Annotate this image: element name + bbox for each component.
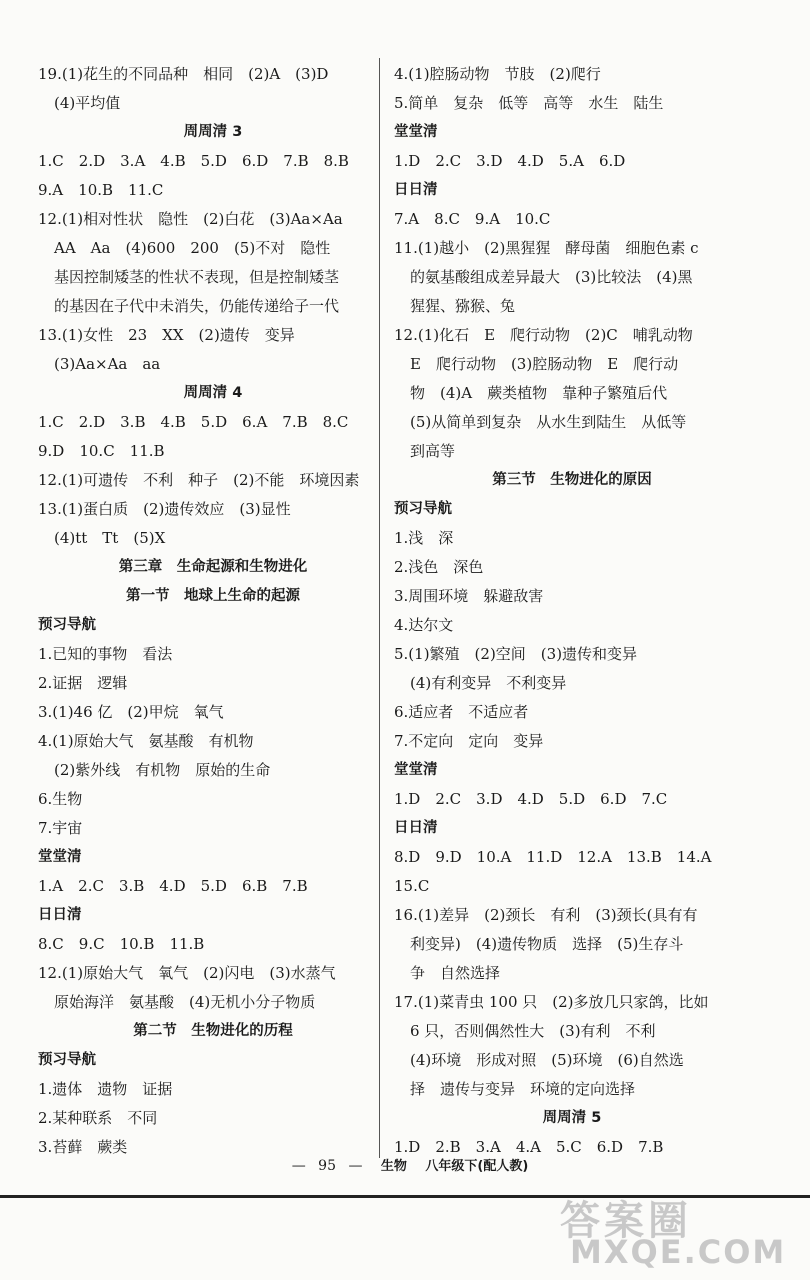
right-line: 16.(1)差异 (2)颈长 有利 (3)颈长(具有有 [394, 906, 698, 924]
right-line: 1.D 2.C 3.D 4.D 5.D 6.D 7.C [394, 790, 668, 808]
footer-dash-right: — [348, 1158, 363, 1174]
right-line: (5)从简单到复杂 从水生到陆生 从低等 [410, 413, 687, 431]
right-line: 4.(1)腔肠动物 节肢 (2)爬行 [394, 65, 601, 83]
watermark [560, 1185, 810, 1280]
left-line: (4)平均值 [54, 94, 121, 112]
right-subheading: 堂堂清 [394, 124, 438, 140]
watermark-logo: 答案圈 [560, 1198, 692, 1244]
right-line: (4)环境 形成对照 (5)环境 (6)自然选 [410, 1051, 684, 1069]
left-line: 4.(1)原始大气 氨基酸 有机物 [38, 732, 254, 750]
right-line: 2.浅色 深色 [394, 558, 484, 576]
right-line: 3.周围环境 躲避敌害 [394, 587, 544, 605]
right-subheading: 日日清 [394, 182, 438, 198]
left-line: 原始海洋 氨基酸 (4)无机小分子物质 [54, 993, 316, 1011]
footer-dash-left: — [291, 1158, 306, 1174]
page-number: 95 [318, 1158, 336, 1174]
left-line: 1.A 2.C 3.B 4.D 5.D 6.B 7.B [38, 877, 308, 895]
left-line: 6.生物 [38, 790, 83, 808]
left-line: 12.(1)原始大气 氧气 (2)闪电 (3)水蒸气 [38, 964, 336, 982]
left-line: AA Aa (4)600 200 (5)不对 隐性 [54, 239, 331, 257]
right-section-title: 周周清 5 [542, 1110, 602, 1126]
left-line: 13.(1)蛋白质 (2)遗传效应 (3)显性 [38, 500, 291, 518]
right-line: 利变异) (4)遗传物质 选择 (5)生存斗 [410, 935, 684, 953]
left-line: 12.(1)可遗传 不利 种子 (2)不能 环境因素 [38, 471, 360, 489]
left-line: (4)tt Tt (5)X [54, 529, 166, 547]
left-line: 19.(1)花生的不同品种 相同 (2)A (3)D [38, 65, 329, 83]
right-line: 猩猩、猕猴、兔 [410, 297, 516, 315]
footer-grade: 八年级下(配人教) [425, 1159, 529, 1174]
right-line: 12.(1)化石 E 爬行动物 (2)C 哺乳动物 [394, 326, 693, 344]
left-section-title: 第二节 生物进化的历程 [133, 1023, 293, 1039]
right-subheading: 堂堂清 [394, 762, 438, 778]
right-line: 17.(1)菜青虫 100 只 (2)多放几只家鸽，比如 [394, 993, 709, 1011]
left-subheading: 堂堂清 [38, 849, 82, 865]
left-line: 9.D 10.C 11.B [38, 442, 165, 460]
right-line: 5.(1)繁殖 (2)空间 (3)遗传和变异 [394, 645, 638, 663]
right-line: 1.D 2.C 3.D 4.D 5.A 6.D [394, 152, 626, 170]
right-line: 择 遗传与变异 环境的定向选择 [410, 1080, 636, 1098]
right-line: 7.不定向 定向 变异 [394, 732, 544, 750]
left-line: 2.证据 逻辑 [38, 674, 128, 692]
left-line: 7.宇宙 [38, 819, 83, 837]
left-subheading: 预习导航 [38, 617, 96, 633]
right-subheading: 预习导航 [394, 501, 452, 517]
left-section-title: 周周清 4 [183, 385, 243, 401]
right-line: E 爬行动物 (3)腔肠动物 E 爬行动 [410, 355, 679, 373]
left-line: 3.(1)46 亿 (2)甲烷 氧气 [38, 703, 224, 721]
right-column [394, 60, 750, 1162]
right-subheading: 日日清 [394, 820, 438, 836]
right-line: (4)有利变异 不利变异 [410, 674, 567, 692]
right-line: 7.A 8.C 9.A 10.C [394, 210, 551, 228]
right-line: 1.浅 深 [394, 529, 454, 547]
footer-subject: 生物 [380, 1159, 407, 1174]
right-line: 争 自然选择 [410, 964, 501, 982]
right-section-title: 第三节 生物进化的原因 [492, 472, 652, 488]
left-subheading: 预习导航 [38, 1052, 96, 1068]
column-divider [379, 58, 380, 1158]
right-line: 11.(1)越小 (2)黑猩猩 酵母菌 细胞色素 c [394, 239, 699, 257]
left-line: 1.C 2.D 3.A 4.B 5.D 6.D 7.B 8.B [38, 152, 349, 170]
left-line: 1.C 2.D 3.B 4.B 5.D 6.A 7.B 8.C [38, 413, 349, 431]
right-line: 15.C [394, 877, 430, 895]
left-line: 1.已知的事物 看法 [38, 645, 173, 663]
left-line: 2.某种联系 不同 [38, 1109, 158, 1127]
right-line: 5.简单 复杂 低等 高等 水生 陆生 [394, 94, 664, 112]
left-section-title: 第一节 地球上生命的起源 [126, 588, 300, 604]
left-line: 9.A 10.B 11.C [38, 181, 164, 199]
left-subheading: 日日清 [38, 907, 82, 923]
right-line: 到高等 [410, 442, 456, 460]
left-line: (3)Aa×Aa aa [54, 355, 161, 373]
left-section-title: 周周清 3 [183, 124, 243, 140]
right-line: 4.达尔文 [394, 616, 454, 634]
right-line: 的氨基酸组成差异最大 (3)比较法 (4)黑 [410, 268, 693, 286]
right-line: 物 (4)A 蕨类植物 靠种子繁殖后代 [410, 384, 668, 402]
left-line: 1.遗体 遗物 证据 [38, 1080, 173, 1098]
left-line: 3.苔藓 蕨类 [38, 1138, 128, 1156]
left-line: 基因控制矮茎的性状不表现，但是控制矮茎 [54, 268, 340, 286]
right-line: 6.适应者 不适应者 [394, 703, 529, 721]
right-line: 1.D 2.B 3.A 4.A 5.C 6.D 7.B [394, 1138, 664, 1156]
page-footer [200, 1155, 620, 1174]
left-section-title: 第三章 生命起源和生物进化 [118, 559, 308, 575]
left-line: 8.C 9.C 10.B 11.B [38, 935, 205, 953]
watermark-url: MXQE.COM [570, 1233, 787, 1271]
right-line: 6 只，否则偶然性大 (3)有利 不利 [410, 1022, 656, 1040]
left-line: 13.(1)女性 23 XX (2)遗传 变异 [38, 326, 295, 344]
left-column [38, 60, 388, 1162]
left-line: 12.(1)相对性状 隐性 (2)白花 (3)Aa×Aa [38, 210, 343, 228]
left-line: (2)紫外线 有机物 原始的生命 [54, 761, 271, 779]
left-line: 的基因在子代中未消失，仍能传递给子一代 [54, 297, 340, 315]
right-line: 8.D 9.D 10.A 11.D 12.A 13.B 14.A [394, 848, 712, 866]
